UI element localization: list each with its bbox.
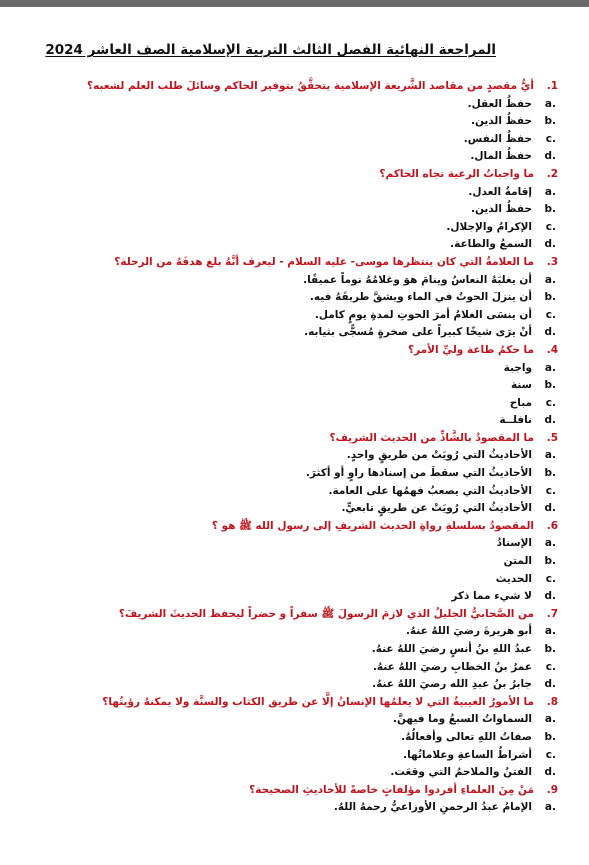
option-text: عمرُ بنُ الخطابِ رضيَ اللهُ عنهُ. — [372, 660, 532, 673]
answer-option — [36, 203, 558, 221]
option-text: السمعُ والطاعة. — [450, 238, 532, 251]
answer-option — [36, 573, 558, 591]
option-letter: d. — [544, 678, 556, 691]
question-7 — [36, 608, 558, 626]
answer-option — [36, 133, 558, 151]
answer-option — [36, 379, 558, 397]
option-letter: b. — [544, 555, 556, 568]
option-letter: d. — [544, 414, 556, 427]
option-letter: b. — [544, 730, 556, 743]
option-letter: a. — [544, 361, 556, 374]
option-text: المتن — [503, 555, 532, 568]
question-1 — [36, 80, 558, 98]
answer-option — [36, 414, 558, 432]
answer-option — [36, 713, 558, 731]
answer-option — [36, 502, 558, 520]
option-text: سنة — [511, 379, 532, 392]
option-letter: d. — [544, 326, 556, 339]
option-text: نافلــة — [499, 414, 532, 427]
answer-option — [36, 238, 558, 256]
question-number: .4 — [546, 343, 558, 356]
question-6 — [36, 520, 558, 538]
answer-option — [36, 801, 558, 819]
answer-option — [36, 467, 558, 485]
option-text: أشراطُ الساعةِ وعلاماتُها. — [403, 748, 532, 761]
option-text: حفظُ الدين. — [470, 115, 532, 128]
question-number: .6 — [546, 519, 558, 532]
option-text: أنْ يرَى شيخًا كبيراً على صخرةٍ مُسجًّى بثيابه. — [304, 326, 532, 339]
question-3 — [36, 256, 558, 274]
option-text: عبدُ اللهِ بنُ أنسٍ رضيَ اللهُ عنهُ. — [371, 643, 532, 655]
option-text: إقامةُ العدل. — [468, 185, 532, 198]
answer-option — [36, 678, 558, 696]
question-8 — [36, 696, 558, 714]
option-letter: c. — [545, 660, 556, 673]
option-text: السماواتُ السبعُ وما فيهنَّ. — [392, 713, 532, 726]
question-text: ما واجباتُ الرعية تجاه الحاكم؟ — [379, 167, 534, 180]
document-title: المراجعة النهائية الفصل الثالث التربية الإسلامية الصف العاشر 2024 — [45, 42, 496, 58]
answer-option — [36, 731, 558, 749]
question-number: .8 — [546, 695, 558, 708]
answer-option — [36, 643, 558, 661]
option-letter: c. — [545, 572, 556, 585]
option-text: الأحاديثُ التي رُويَتْ من طريقٍ واحدٍ. — [346, 449, 532, 462]
option-letter: b. — [544, 379, 556, 392]
question-number: .9 — [546, 783, 558, 796]
question-text: من الصَّحابيُّ الجليلُ الذي لازمَ الرسولَ ﷺ سفراً و حضراً ليحفظ الحديثَ الشريفَ؟ — [118, 607, 534, 620]
option-text: الإكرامُ والإجلال. — [446, 220, 532, 233]
option-letter: c. — [545, 484, 556, 497]
question-text: مَنْ مِنَ العلماءِ أفردوا مؤلفاتٍ خاصةً للأحاديثِ الصحيحة؟ — [249, 783, 534, 796]
question-4 — [36, 344, 558, 362]
option-text: حفظُ المال. — [470, 150, 532, 163]
option-letter: d. — [544, 590, 556, 603]
option-text: جابرُ بنُ عبدِ الله رضيَ اللهُ عنهُ. — [372, 678, 532, 691]
option-text: حفظُ الدين. — [470, 203, 532, 216]
viewer-top-bar — [0, 0, 589, 7]
answer-option — [36, 661, 558, 679]
option-letter: b. — [544, 291, 556, 304]
option-text: صفاتُ اللهِ تعالى وأفعالُهُ. — [401, 730, 532, 743]
option-letter: a. — [544, 713, 556, 726]
option-letter: b. — [544, 203, 556, 216]
option-text: أن ينزلَ الحوتُ في الماء ويشقَّ طريقَهُ فيه. — [309, 291, 532, 304]
question-text: ما الأمورُ الغيبيةُ التي لا يعلمُها الإنسانُ إلَّا عن طريق الكتاب والسنَّة ولا يمكنهُ رؤيتُها؟ — [102, 695, 534, 708]
option-text: أن ينسَى الغلامُ أمرَ الحوتِ لمدةِ يومٍ كامل. — [314, 308, 532, 321]
answer-option — [36, 590, 558, 608]
answer-option — [36, 555, 558, 573]
option-text: الإسنادُ — [496, 537, 532, 550]
option-letter: a. — [544, 625, 556, 638]
option-letter: a. — [544, 801, 556, 814]
answer-option — [36, 362, 558, 380]
option-letter: c. — [545, 132, 556, 145]
answer-option — [36, 749, 558, 767]
option-text: الأحاديثُ التي سقطَ من إسنادها راوٍ أو أكثرَ. — [305, 467, 532, 480]
answer-option — [36, 537, 558, 555]
option-text: الأحاديثُ التي رُويَتْ عن طريقٍ تابعيٍّ. — [341, 502, 532, 515]
option-letter: d. — [544, 150, 556, 163]
answer-option — [36, 98, 558, 116]
option-text: حفظُ العقل. — [467, 97, 532, 110]
question-text: أيُّ مقصدٍ من مقاصد الشَّريعة الإسلامية يتحقَّقُ بتوفير الحاكم وسائلَ طلب العلم لشعبه؟ — [87, 80, 534, 92]
option-text: أن يغلبَهُ النعاسُ وينامَ هوَ وغلامُهُ نوماً عميقًا. — [303, 273, 532, 286]
option-text: الإمامُ عبدُ الرحمنِ الأوزاعيُّ رحمهُ اللهُ. — [333, 801, 532, 814]
option-letter: b. — [544, 467, 556, 480]
option-letter: a. — [544, 449, 556, 462]
option-letter: a. — [544, 537, 556, 550]
option-text: حفظُ النفس. — [463, 132, 532, 145]
answer-option — [36, 449, 558, 467]
option-text: الفتنُ والملاحمُ التي وقعَت. — [390, 766, 532, 779]
answer-option — [36, 485, 558, 503]
option-letter: c. — [545, 308, 556, 321]
question-9 — [36, 784, 558, 802]
option-letter: c. — [545, 220, 556, 233]
answer-option — [36, 397, 558, 415]
question-number: .2 — [546, 167, 558, 180]
option-text: أبو هريرةَ رضيَ اللهُ عنهُ. — [405, 625, 532, 638]
question-number: .3 — [546, 255, 558, 268]
option-text: لا شيء مما ذكر — [451, 590, 532, 603]
question-number: .5 — [546, 431, 558, 444]
option-letter: a. — [544, 185, 556, 198]
question-text: المقصودُ بسلسلةِ رواةِ الحديث الشريفِ إلى رسول الله ﷺ هو ؟ — [211, 519, 534, 532]
option-text: مباح — [509, 396, 532, 409]
option-letter: d. — [544, 766, 556, 779]
answer-option — [36, 221, 558, 239]
answer-option — [36, 291, 558, 309]
question-text: ما المقصودُ بالشَّاذِّ من الحديث الشريف؟ — [329, 431, 534, 444]
answer-option — [36, 186, 558, 204]
option-letter: c. — [545, 748, 556, 761]
question-list — [36, 80, 558, 819]
answer-option — [36, 309, 558, 327]
option-letter: d. — [544, 238, 556, 251]
answer-option — [36, 326, 558, 344]
option-text: الأحاديثُ التي يصعبُ فهمُها على العامة. — [328, 484, 532, 497]
question-5 — [36, 432, 558, 450]
answer-option — [36, 274, 558, 292]
question-2 — [36, 168, 558, 186]
answer-option — [36, 625, 558, 643]
question-number: .7 — [546, 607, 558, 620]
answer-option — [36, 115, 558, 133]
option-letter: c. — [545, 396, 556, 409]
option-letter: a. — [544, 97, 556, 110]
option-letter: b. — [544, 643, 556, 655]
answer-option — [36, 150, 558, 168]
option-text: واجبة — [503, 361, 532, 374]
question-number: .1 — [546, 80, 558, 92]
option-text: الحديث — [495, 572, 532, 585]
option-letter: a. — [544, 273, 556, 286]
option-letter: d. — [544, 502, 556, 515]
answer-option — [36, 766, 558, 784]
question-text: ما العلامةُ التي كان ينتظرها موسى- عليه السلام - ليعرف أنَّهُ بلغ هدفَهُ من الرحلة؟ — [114, 255, 534, 268]
option-letter: b. — [544, 115, 556, 128]
question-text: ما حكمُ طاعة وليِّ الأمر؟ — [408, 343, 534, 356]
